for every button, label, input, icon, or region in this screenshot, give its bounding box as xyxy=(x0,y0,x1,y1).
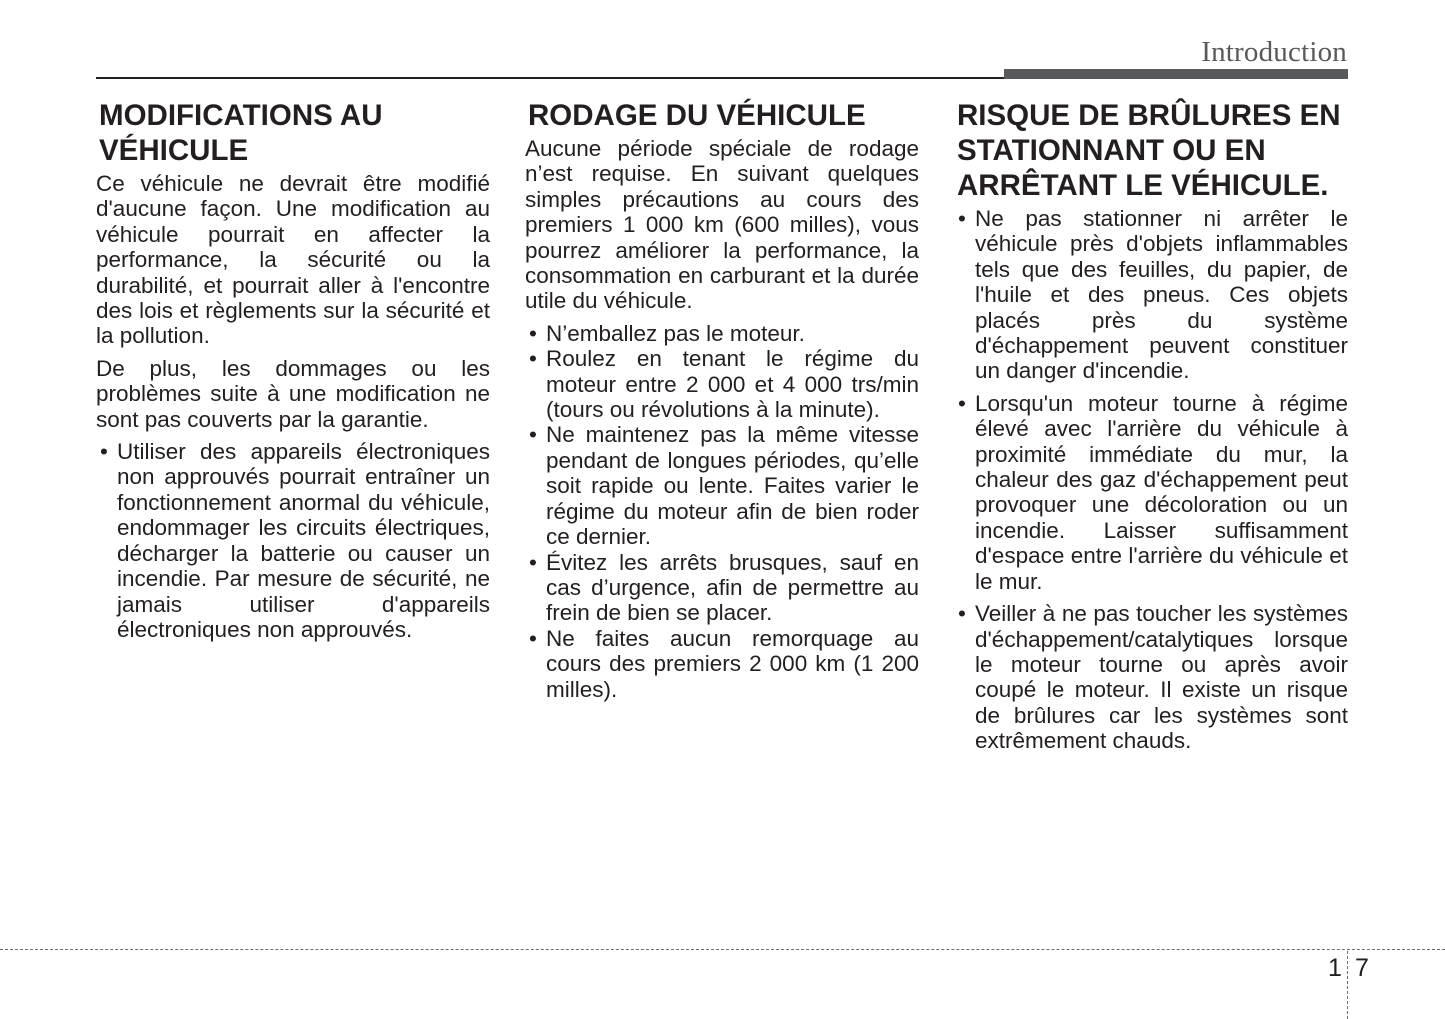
heading-line: MODIFICATIONS AU xyxy=(99,99,383,132)
heading-modifications xyxy=(99,98,490,168)
heading-line: RISQUE DE BRÛLURES EN xyxy=(957,99,1341,132)
heading-rodage xyxy=(528,98,919,133)
list-item xyxy=(954,206,1348,384)
list-item-text: Ne faites aucun remorquage au cours des premiers 2 000 km (1 200 milles). xyxy=(546,625,919,702)
list-item xyxy=(954,601,1348,753)
bullet-icon: • xyxy=(529,549,537,575)
heading-line: STATIONNANT OU EN xyxy=(957,134,1266,167)
heading-line: ARRÊTANT LE VÉHICULE. xyxy=(957,169,1329,202)
header-accent-bar xyxy=(1004,69,1348,79)
paragraph: De plus, les dommages ou les problèmes suite à une modification ne sont pas couverts par la garantie. xyxy=(96,355,490,432)
bullet-icon: • xyxy=(958,206,966,231)
heading-brulures xyxy=(957,98,1348,203)
page-number: 7 xyxy=(1355,954,1369,982)
list-item-text: Utiliser des appareils électroniques non approuvés pourrait entraîner un fonctionnement anormal du véhicule, endommager les circuits électriques, décharger la batterie ou causer un incendie. Par mesure de sécurité, ne jamais utiliser d'appareils électroniques non approuvés. xyxy=(117,439,490,642)
bullet-list xyxy=(525,321,919,702)
column-rodage xyxy=(525,98,919,702)
list-item xyxy=(96,439,490,642)
list-item xyxy=(525,346,919,422)
list-item-text: N’emballez pas le moteur. xyxy=(546,320,805,346)
paragraph: Ce véhicule ne devrait être modifié d'aucune façon. Une modification au véhicule pourrait en affecter la performance, la sécurité ou la durabilité, et pourrait aller à l'encontre des lois et règlements sur la sécurité et la pollution. xyxy=(96,171,490,349)
bullet-icon: • xyxy=(100,439,108,465)
bullet-icon: • xyxy=(529,320,537,346)
heading-line: RODAGE DU VÉHICULE xyxy=(528,99,866,132)
list-item xyxy=(525,626,919,702)
bullet-icon: • xyxy=(958,601,966,627)
list-item-text: Ne pas stationner ni arrêter le véhicule près d'objets inflammables tels que des feuilles, du papier, de l'huile et des pneus. Ces objets placés près du système d'échappement peuvent constituer un danger d'incendie. xyxy=(975,206,1348,384)
footer-dashed-rule xyxy=(0,949,1445,950)
bullet-list xyxy=(96,439,490,642)
column-brulures xyxy=(954,98,1348,754)
bullet-icon: • xyxy=(958,390,966,416)
list-item-text: Veiller à ne pas toucher les systèmes d'échappement/catalytiques lorsque le moteur tourne ou après avoir coupé le moteur. Il existe un risque de brûlures car les systèmes sont extrêmement chauds. xyxy=(975,601,1348,754)
list-item xyxy=(525,422,919,549)
list-item-text: Lorsqu'un moteur tourne à régime élevé avec l'arrière du véhicule à proximité immédiate du mur, la chaleur des gaz d'échappement peut provoquer une décoloration ou un incendie. Laisser suffisamment d'espace entre l'arrière du véhicule et le mur. xyxy=(975,390,1348,594)
list-item xyxy=(525,321,919,346)
heading-line: VÉHICULE xyxy=(99,134,249,167)
section-title: Introduction xyxy=(1201,36,1347,68)
bullet-icon: • xyxy=(529,346,537,372)
paragraph: Aucune période spéciale de rodage n’est requise. En suivant quelques simples précautions au cours des premiers 1 000 km (600 milles), vous pourrez améliorer la performance, la consommation en carburant et la durée utile du véhicule. xyxy=(525,136,919,314)
list-item-text: Ne maintenez pas la même vitesse pendant de longues périodes, qu’elle soit rapide ou lente. Faites varier le régime du moteur afin de bien roder ce dernier. xyxy=(546,422,919,550)
chapter-number: 1 xyxy=(1328,954,1342,982)
list-item-text: Roulez en tenant le régime du moteur entre 2 000 et 4 000 trs/min (tours ou révolutions à la minute). xyxy=(546,346,919,423)
list-item xyxy=(954,391,1348,594)
column-modifications xyxy=(96,98,490,642)
bullet-icon: • xyxy=(529,422,537,448)
list-item xyxy=(525,550,919,626)
bullet-icon: • xyxy=(529,625,537,651)
bullet-list xyxy=(954,206,1348,754)
list-item-text: Évitez les arrêts brusques, sauf en cas d’urgence, afin de permettre au frein de bien se placer. xyxy=(546,549,919,626)
footer-page-divider xyxy=(1347,951,1348,1019)
